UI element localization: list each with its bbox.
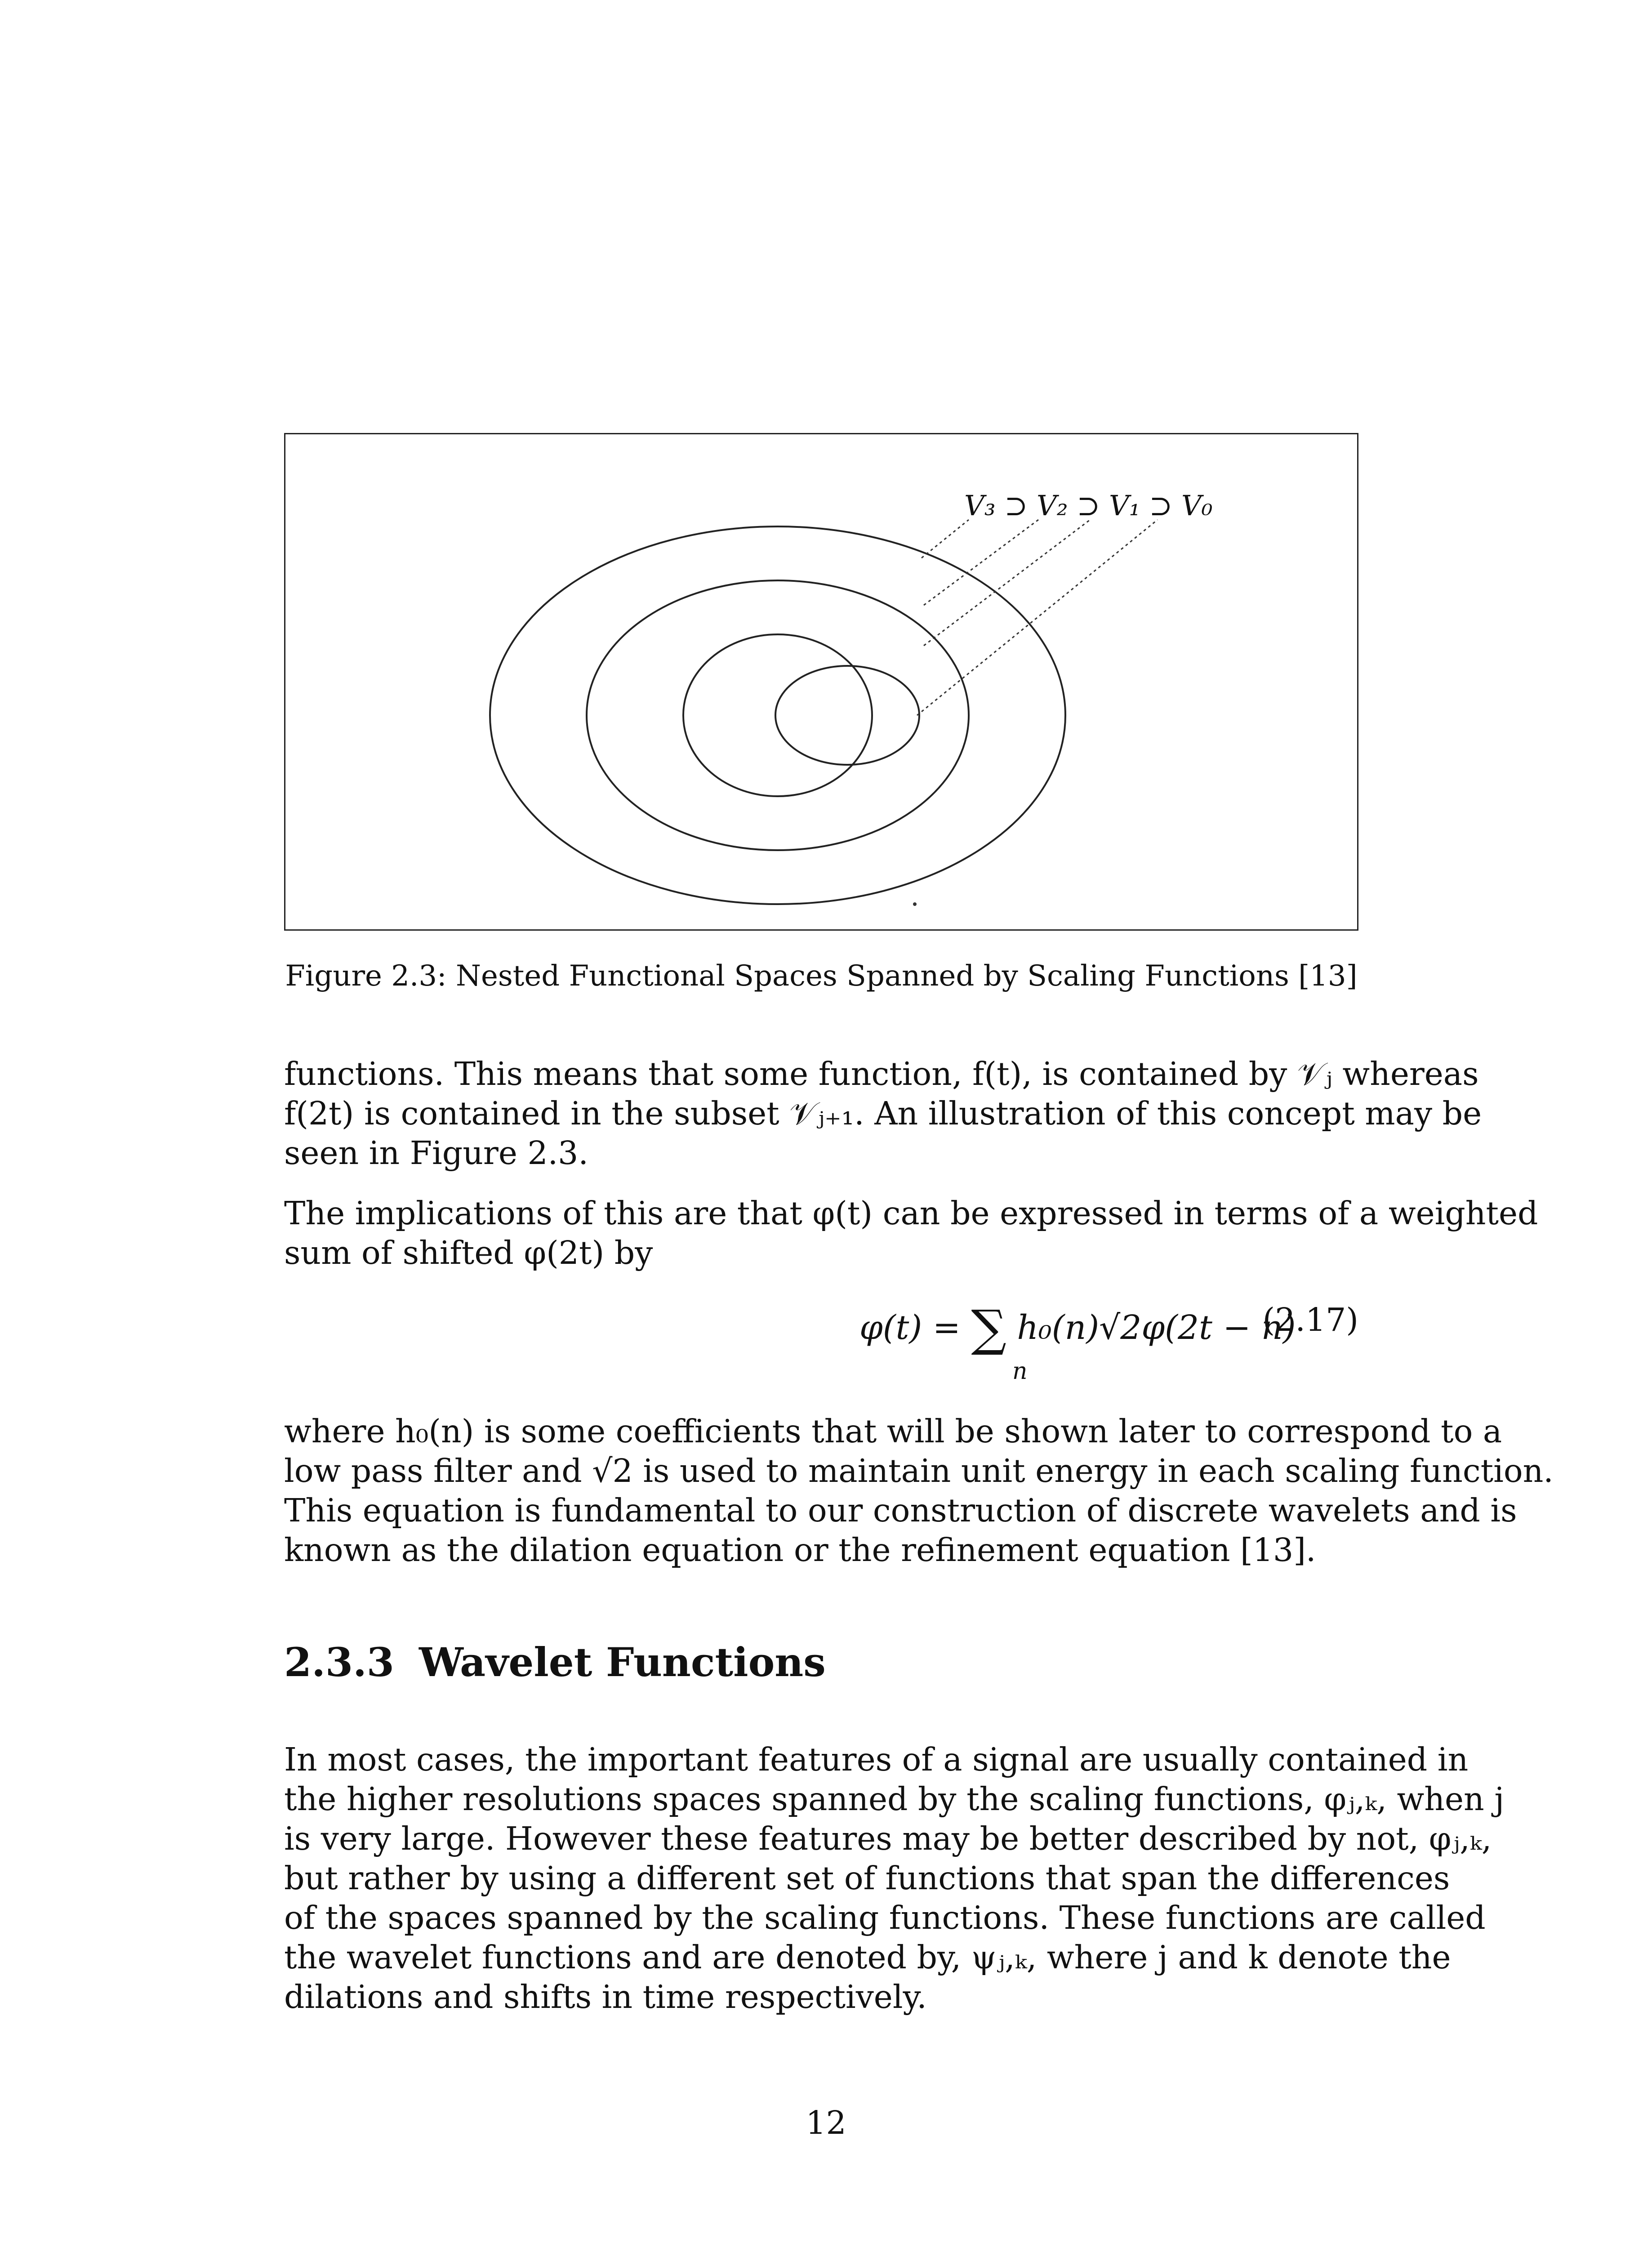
summation-index: n bbox=[1012, 1358, 1028, 1385]
stray-dot bbox=[913, 902, 917, 906]
paragraph-3-line-3: This equation is fundamental to our construction of discrete wavelets and is bbox=[284, 1492, 1517, 1529]
section-title: Wavelet Functions bbox=[419, 1639, 826, 1686]
figure-nested-spaces bbox=[284, 433, 1358, 931]
paragraph-3 bbox=[284, 1412, 1554, 1570]
paragraph-4-line-5: of the spaces spanned by the scaling functions. These functions are called bbox=[284, 1899, 1486, 1936]
equation-rhs: h₀(n)√2φ(2t − n) bbox=[1006, 1308, 1296, 1347]
section-heading bbox=[284, 1639, 826, 1686]
page-number: 12 bbox=[806, 2104, 846, 2141]
equation-body bbox=[859, 1299, 1296, 1357]
paragraph-1 bbox=[284, 1054, 1482, 1173]
paragraph-4-line-3: is very large. However these features may be better described by not, φⱼ,ₖ, bbox=[284, 1820, 1492, 1857]
paragraph-3-line-4: known as the dilation equation or the refinement equation [13]. bbox=[284, 1531, 1316, 1569]
pointer-v3 bbox=[922, 520, 969, 558]
equation-lhs: φ(t) = bbox=[859, 1308, 971, 1347]
paragraph-2 bbox=[284, 1194, 1538, 1273]
paragraph-4-line-2: the higher resolutions spaces spanned by the scaling functions, φⱼ,ₖ, when j bbox=[284, 1780, 1505, 1818]
nested-spaces-label: V₃ ⊃ V₂ ⊃ V₁ ⊃ V₀ bbox=[964, 489, 1213, 522]
paragraph-4-line-6: the wavelet functions and are denoted by, ψⱼ,ₖ, where j and k denote the bbox=[284, 1939, 1451, 1976]
paragraph-2-line-2: sum of shifted φ(2t) by bbox=[284, 1234, 653, 1271]
ellipse-v1 bbox=[683, 634, 872, 796]
paragraph-1-line-2: f(2t) is contained in the subset 𝒱ⱼ₊₁. An illustration of this concept may be bbox=[284, 1095, 1482, 1132]
summation-symbol: ∑ bbox=[971, 1299, 1006, 1357]
ellipse-v3 bbox=[490, 526, 1065, 904]
paragraph-4-line-4: but rather by using a different set of functions that span the differences bbox=[284, 1860, 1450, 1897]
nested-ellipses-diagram bbox=[285, 434, 1357, 929]
equation-2-17 bbox=[284, 1299, 1358, 1389]
paragraph-1-line-1: functions. This means that some function, f(t), is contained by 𝒱ⱼ whereas bbox=[284, 1055, 1479, 1093]
pointer-v2 bbox=[924, 520, 1038, 605]
ellipse-v0 bbox=[775, 666, 919, 765]
paragraph-1-line-3: seen in Figure 2.3. bbox=[284, 1134, 588, 1172]
paragraph-4-line-7: dilations and shifts in time respectively. bbox=[284, 1978, 927, 2016]
paragraph-3-line-1: where h₀(n) is some coefficients that will be shown later to correspond to a bbox=[284, 1413, 1502, 1450]
equation-number: (2.17) bbox=[1262, 1301, 1358, 1338]
pointer-v0 bbox=[917, 520, 1158, 715]
section-number: 2.3.3 bbox=[284, 1639, 394, 1686]
paragraph-3-line-2: low pass filter and √2 is used to maintain unit energy in each scaling function. bbox=[284, 1452, 1554, 1490]
pointer-v1 bbox=[924, 520, 1090, 646]
paragraph-4 bbox=[284, 1740, 1505, 2017]
paragraph-2-line-1: The implications of this are that φ(t) can be expressed in terms of a weighted bbox=[284, 1195, 1538, 1232]
ellipse-v2 bbox=[587, 580, 969, 850]
paragraph-4-line-1: In most cases, the important features of a signal are usually contained in bbox=[284, 1741, 1469, 1778]
figure-caption: Figure 2.3: Nested Functional Spaces Spanned by Scaling Functions [13] bbox=[285, 959, 1358, 993]
